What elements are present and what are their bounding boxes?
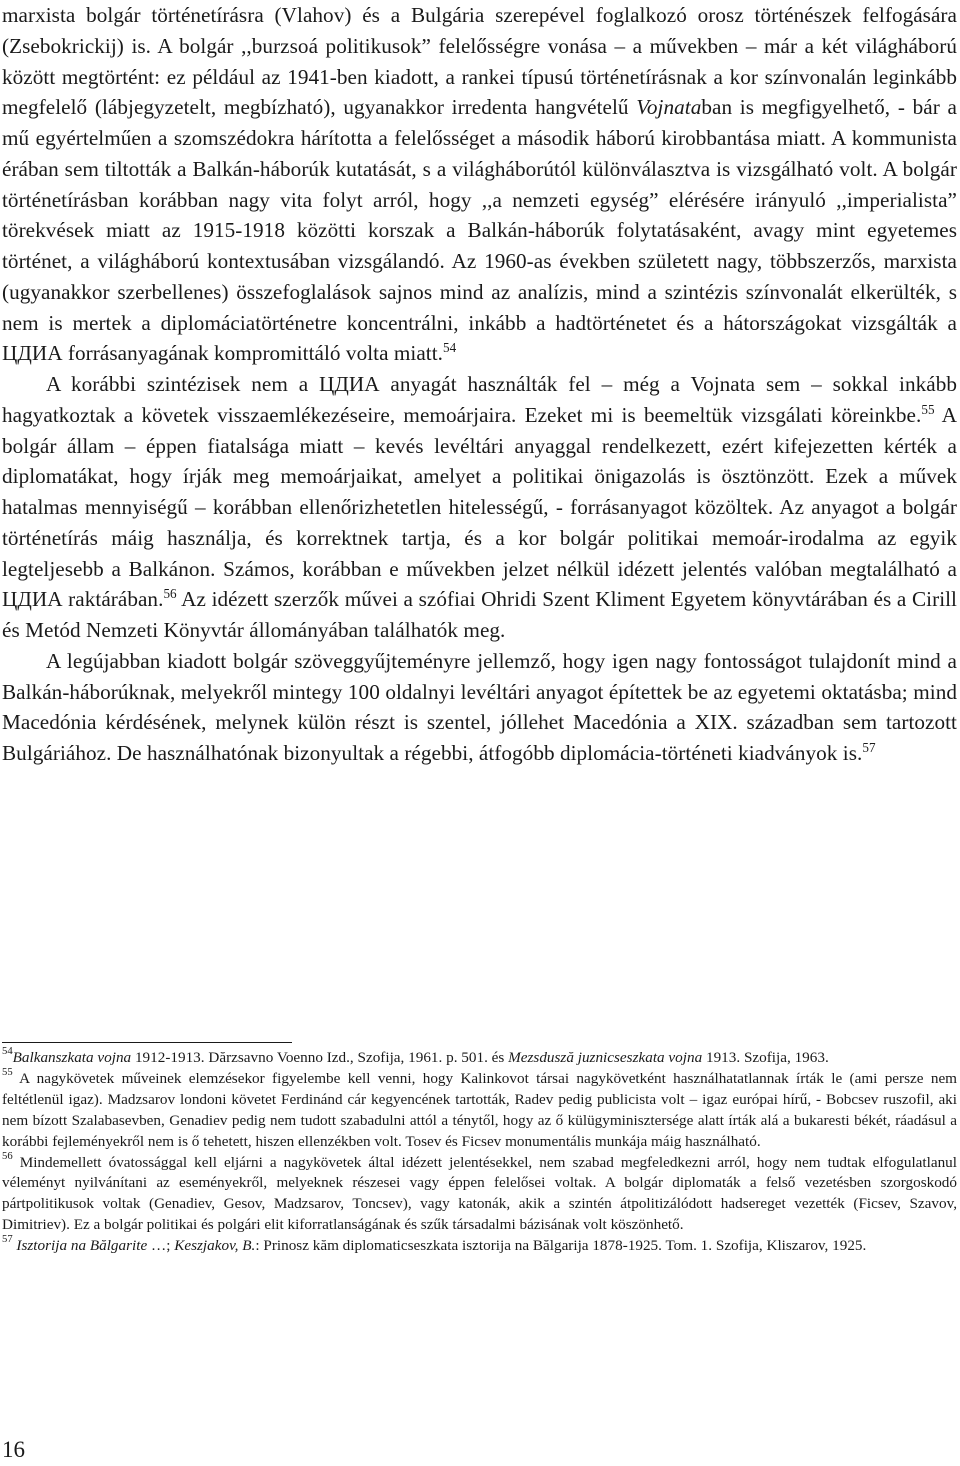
italic-title: Mezsdusză juznicseszkata vojna	[508, 1049, 703, 1066]
text-run: A bolgár állam – éppen fiatalsága miatt – kevés levéltári anyaggal rendelkezett, ezért kifejezetten kérték a diplomatákat, hogy írják meg memoárjaikat, amelyet a politikai önigazolás is ösztönzött. Ezek a művek hatalmas mennyiségű – korábban ellenőrizhetetlen hitelességű, - forrásanyagot közöltek. Az anyagot a bolgár történetírás máig használja, és korrektnek tartja, és a kor bolgár politikai memoár-irodalma az egyik legteljesebb a Balkánon. Számos, korábban e művekben jelzet nélkül idézett jelentés valóban megtalálható a ЦДИА raktárában.	[2, 402, 957, 612]
text-run: …;	[147, 1237, 175, 1255]
italic-title: Vojnata	[636, 95, 702, 120]
text-run: A korábbi szintézisek nem a ЦДИА anyagát használták fel – még a Vojnata sem – sokkal inkább hagyatkoztak a követek visszaemlékezéseire, memoárjaira. Ezeket mi is beemeltük vizsgálati köreinkbe.	[2, 372, 957, 427]
text-run: 1913. Szofija, 1963.	[702, 1049, 829, 1066]
text-run: ban is megfigyelhető, - bár a mű egyértelműen a szomszédokra hárította a felelősséget a második háború kirobbantása miatt. A kommunista érában sem tiltották a Balkán-háborúk kutatását, s a világháborútól különválasztva is vizsgálható volt. A bolgár történetírásban korábban nagy vita folyt arról, hogy ,,a nemzeti egység” elérésére irányuló ,,imperialista” törekvések miatt az 1915-1918 közötti korszak a Balkán-háborúk folytatásaként, avagy mint egyetemes történet, a világháború kontextusában vizsgálandó. Az 1960-as években született nagy, többszerzős, marxista (ugyanakkor szerbellenes) összefoglalások sajnos mind az analízis, mind a szintézis színvonalát elkerülték, s nem is mertek a diplomáciatörténetre koncentrálni, inkább a hadtörténetet és a hátországokat vizsgálták a ЦДИА forrásanyagának kompromittáló volta miatt.	[2, 95, 957, 366]
footnote-number: 54	[2, 1046, 13, 1058]
footnotes-section	[2, 1048, 957, 1257]
footnote-number: 55	[2, 1066, 13, 1078]
italic-title: Balkanszkata vojna	[12, 1049, 132, 1066]
text-run: : Prinosz kăm diplomaticseszkata isztorija na Bălgarija 1878-1925. Tom. 1. Szofija, Kliszarov, 1925.	[255, 1237, 867, 1255]
footnote-separator	[2, 1042, 292, 1043]
text-run: marxista bolgár történetírásra (Vlahov) és a Bulgária szerepével foglalkozó orosz történészek felfogására (Zsebokrickij) is. A bolgár ,,burzsoá politikusok” felelősségre vonása – a művekben – már a két világháború között megtörtént: ez például az 1941-ben kiadott, a rankei típusú történetírásnak a kor színvonalán leginkább megfelelő (lábjegyzetelt, megbízható), ugyanakkor irredenta hangvételű	[2, 3, 957, 120]
footnote	[2, 1150, 957, 1237]
paragraph	[2, 646, 957, 769]
paragraph	[2, 0, 957, 369]
text-run: Mindemellett óvatossággal kell eljárni a nagykövetek által idézett jelentésekkel, nem szabad megfeledkezni arról, hogy nem tudtak elfogulatlanul véleményt nyilvánítani az eseményekről, melyeknek részesei vagy éppen felelősei voltak. A bolgár diplomaták a felső vezetésben szorgoskodó pártpolitikusok voltak (Genadiev, Gesov, Madzsarov, Toncsev), vagy katonák, akik a szintén átpolitizálódott hadsereget vezették (Ficsev, Szavov, Dimitriev). Ez a bolgár politikai és polgári elit kiforratlanságának és szűk társadalmi bázisának volt köszönhető.	[2, 1153, 957, 1234]
footnote-ref: 55	[921, 401, 935, 417]
page-number: 16	[2, 1437, 25, 1462]
paragraph	[2, 369, 957, 646]
main-text	[2, 0, 957, 769]
text-run: A legújabban kiadott bolgár szöveggyűjteményre jellemző, hogy igen nagy fontosságot tulajdonít mind a Balkán-háborúknak, melyekről mintegy 100 oldalnyi levéltári anyagot építettek be az egyetemi oktatásba; mind Macedónia kérdésének, melynek külön részt is szentel, jóllehet Macedónia a XIX. században sem tartozott Bulgáriához. De használhatónak bizonyultak a régebbi, átfogóbb diplomácia-történeti kiadványok is.	[2, 648, 957, 765]
footnote-ref: 57	[862, 739, 876, 755]
footnote-ref: 54	[443, 340, 457, 356]
text-run: Az idézett szerzők művei a szófiai Ohridi Szent Kliment Egyetem könyvtárában és a Cirill és Metód Nemzeti Könyvtár állományában találhatók meg.	[2, 587, 957, 642]
footnote	[2, 1236, 957, 1257]
text-run: A nagykövetek műveinek elemzésekor figyelembe kell venni, hogy Kalinkovot társai nagykövetként használhatatlannak írták le (ami persze nem feltétlenül igaz). Madzsarov londoni követet Ferdinánd cár kegyencének tartották, Radev pedig publicista volt – igaz európai hírű, - Bobcsev ruszofil, aki nem bízott Szalabasevben, Genadiev pedig nem tudott szabadulni attól a ténytől, hogy az ő külügyminisztersége alatt írták alá a bukaresti békét, ráadásul a korábbi fejleményekről nem is ő tehetett, hiszen ellenzékben volt. Tosev és Ficsev monumentális munkája máig használható.	[2, 1069, 957, 1150]
text-run: 1912-1913. Dărzsavno Voenno Izd., Szofija, 1961. p. 501. és	[131, 1049, 509, 1066]
footnote	[2, 1066, 957, 1153]
footnote-number: 57	[2, 1234, 13, 1246]
italic-title: Keszjakov, B.	[174, 1237, 256, 1255]
footnote-ref: 56	[163, 586, 177, 602]
italic-title: Isztorija na Bălgarite	[16, 1237, 148, 1255]
footnote-number: 56	[2, 1150, 13, 1162]
footnote	[2, 1048, 957, 1069]
